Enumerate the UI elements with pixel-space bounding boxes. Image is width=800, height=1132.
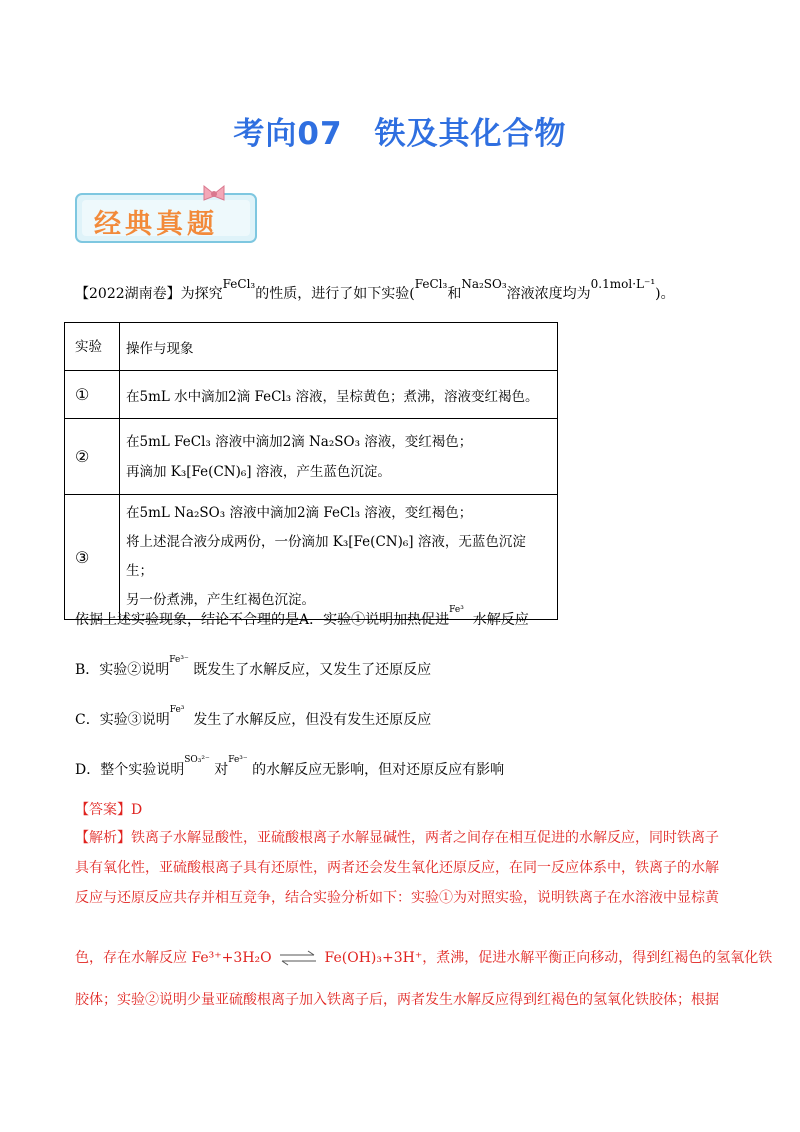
analysis-line-last: 胶体；实验②说明少量亚硫酸根离子加入铁离子后，两者发生水解反应得到红褐色的氢氧化铁胶体；根据 (75, 992, 719, 1008)
option-b: B．实验②说明$^{Fe^{3-}}$ 既发生了水解反应，又发生了还原反应 (75, 655, 432, 678)
banner-text: 经典真题 (94, 209, 218, 240)
question-source: 【2022湖南卷】 (75, 286, 181, 302)
page-title: 考向07 铁及其化合物 (233, 116, 567, 152)
option-d: D．整个实验说明$^{SO_3^{2-}}$ 对$^{Fe^{3-}}$ 的水解反应无影响，但对还原反应有影响 (75, 755, 505, 778)
table-row: ① 在5mL 水中滴加2滴 FeCl₃ 溶液，呈棕黄色；煮沸，溶液变红褐色。 (65, 371, 558, 419)
formula-fecl3: FeCl₃ (222, 277, 256, 291)
table-header-row (65, 323, 558, 371)
question-stem: 【2022湖南卷】为探究FeCl₃的性质，进行了如下实验(FeCl₃和Na₂SO₃溶液浓度均为0.1mol·L⁻¹)。 (75, 277, 675, 302)
table-header-operation: 操作与现象 (120, 323, 558, 371)
section-banner (72, 182, 272, 248)
option-a: 依据上述实验现象，结论不合理的是A．实验①说明加热促进$^{Fe^3}$ 水解反应 (75, 605, 529, 628)
equilibrium-arrow-icon (278, 950, 318, 966)
table-row: ② 在5mL FeCl₃ 溶液中滴加2滴 Na₂SO₃ 溶液，变红褐色； 再滴加 K₃[Fe(CN)₆] 溶液，产生蓝色沉淀。 (65, 419, 558, 495)
answer-label: 【答案】D (75, 802, 143, 818)
analysis-paragraph: 【解析】铁离子水解显酸性，亚硫酸根离子水解显碱性，两者之间存在相互促进的水解反应，同时铁离子具有氧化性，亚硫酸根离子具有还原性，两者还会发生氧化还原反应，在同一反应体系中，铁离子的水解反应与还原反应共存并相互竞争，结合实验分析如下：实验①为对照实验，说明铁离子在水溶液中显棕黄 (75, 830, 719, 906)
concentration: 0.1mol·L⁻¹ (590, 277, 656, 291)
table-header-experiment: 实验 (65, 323, 120, 371)
experiment-table (64, 322, 558, 620)
option-c: C．实验③说明$^{Fe^3}$ 发生了水解反应，但没有发生还原反应 (75, 705, 432, 728)
table-row: ③ 在5mL Na₂SO₃ 溶液中滴加2滴 FeCl₃ 溶液，变红褐色； 将上述混合液分成两份，一份滴加 K₃[Fe(CN)₆] 溶液，无蓝色沉淀生； 另一份煮沸，产生红褐色沉淀。 (65, 495, 558, 620)
analysis-line-equation: 色，存在水解反应 Fe³⁺+3H₂O Fe(OH)₃+3H⁺，煮沸，促进水解平衡正向移动，得到红褐色的氢氧化铁 (75, 950, 773, 966)
